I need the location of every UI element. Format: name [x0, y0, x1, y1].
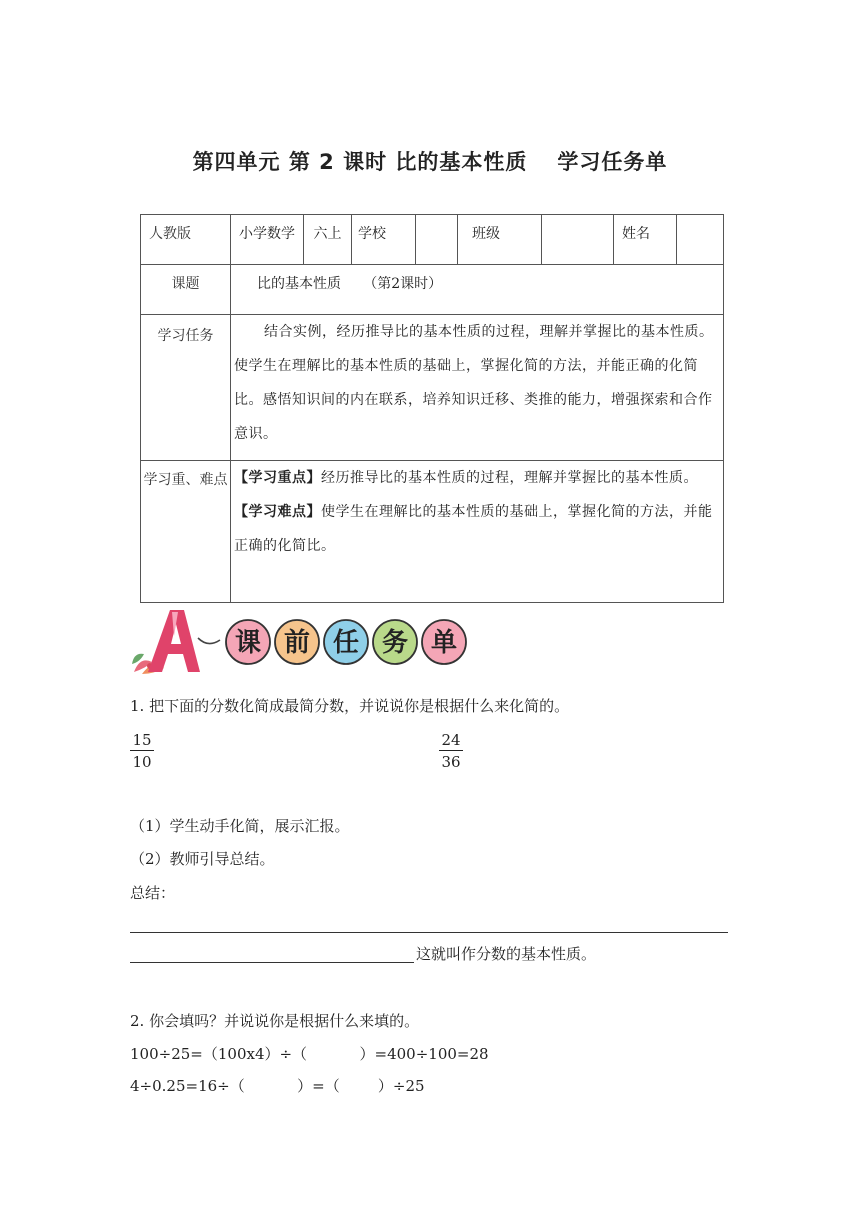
- connector-line: [198, 638, 220, 644]
- info-table: [140, 214, 724, 603]
- subject-cell: 小学数学: [231, 215, 304, 265]
- key-point-text: 经历推导比的基本性质的过程，理解并掌握比的基本性质。: [321, 470, 698, 486]
- key-point-tag: 【学习重点】: [234, 470, 321, 486]
- summary-label: 总结：: [130, 884, 176, 902]
- summary-blank-line-1[interactable]: [130, 932, 728, 933]
- class-field[interactable]: [542, 215, 614, 265]
- key-point: [231, 461, 723, 495]
- fraction-1-denominator: 10: [132, 753, 152, 771]
- banner-char: 课: [234, 628, 262, 658]
- difficult-point: [231, 495, 723, 563]
- grade-cell: 六上: [304, 215, 352, 265]
- name-field[interactable]: [677, 215, 724, 265]
- summary-tail: 这就叫作分数的基本性质。: [416, 945, 597, 963]
- fraction-1: [130, 730, 154, 773]
- school-field[interactable]: [416, 215, 458, 265]
- difficult-text: 使学生在理解比的基本性质的基础上，掌握化简的方法，并能正确的化简比。: [234, 504, 713, 554]
- q1-step2: （2）教师引导总结。: [130, 850, 275, 868]
- topic-label: 课题: [141, 265, 231, 315]
- task-label: 学习任务: [141, 315, 231, 461]
- difficult-tag: 【学习难点】: [234, 504, 321, 520]
- q1-step1: （1）学生动手化简，展示汇报。: [130, 817, 350, 835]
- edition-cell: 人教版: [141, 215, 231, 265]
- pre-class-banner: [128, 606, 468, 678]
- key-label: 学习重、难点: [141, 461, 231, 603]
- page-title: [0, 146, 860, 176]
- task-text: 结合实例，经历推导比的基本性质的过程，理解并掌握比的基本性质。使学生在理解比的基本性质的基础上，掌握化简的方法，并能正确的化简比。感悟知识间的内在联系，培养知识迁移、类推的能力，增强探索和合作意识。: [234, 324, 714, 442]
- title-sub: 学习任务单: [557, 150, 668, 174]
- fraction-1-numerator: 15: [130, 730, 154, 751]
- fraction-2-denominator: 36: [441, 753, 461, 771]
- letter-a-icon: [148, 610, 200, 672]
- title-main: 第四单元 第 2 课时 比的基本性质: [192, 150, 528, 174]
- fraction-2: [439, 730, 463, 773]
- q1-prompt: 1. 把下面的分数化简成最简分数，并说说你是根据什么来化简的。: [130, 697, 570, 715]
- banner-char: 前: [283, 628, 311, 658]
- fraction-2-numerator: 24: [439, 730, 463, 751]
- summary-blank-line-2[interactable]: [130, 962, 414, 963]
- q2-prompt: 2. 你会填吗？并说说你是根据什么来填的。: [130, 1012, 420, 1030]
- school-label: 学校: [352, 215, 416, 265]
- class-label: 班级: [458, 215, 542, 265]
- banner-char: 务: [381, 628, 409, 658]
- q2-line2: 4÷0.25=16÷（ ）=（ ）÷25: [130, 1077, 425, 1095]
- banner-char: 单: [430, 628, 458, 658]
- topic-value: 比的基本性质 （第2课时）: [231, 265, 724, 315]
- banner-char: 任: [332, 628, 360, 658]
- q2-line1: 100÷25=（100x4）÷（ ）=400÷100=28: [130, 1045, 489, 1063]
- name-label: 姓名: [614, 215, 677, 265]
